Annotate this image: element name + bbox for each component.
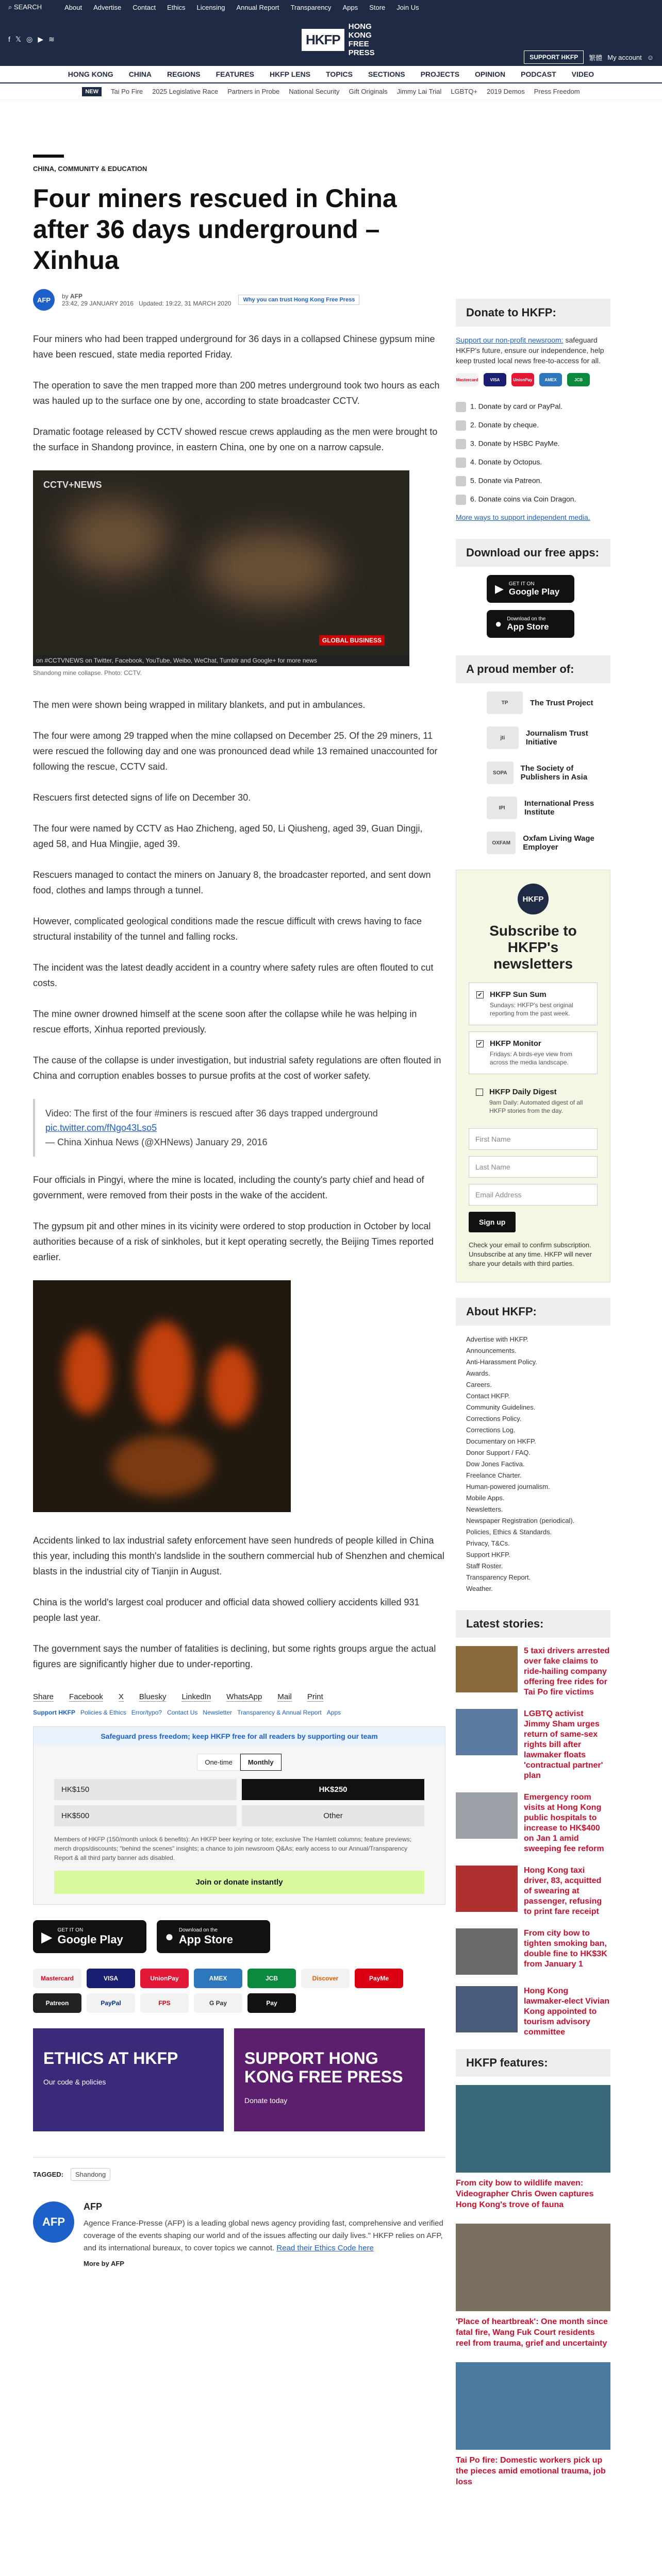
paragraph: Rescuers managed to contact the miners on January 8, the broadcaster reported, and sent down food, clothes and lamps through a tunnel. [33,870,431,895]
about-title: About HKFP: [456,1298,610,1326]
option-title: HKFP Sun Sum [490,990,547,999]
language-switch[interactable]: 繁體 [589,54,603,62]
story-title: From city bow to tighten smoking ban, double fine to HK$3K from January 1 [524,1929,607,1969]
option-desc: 9am Daily: Automated digest of all HKFP stories from the day. [489,1099,583,1114]
about-link[interactable]: Documentary on HKFP. [466,1437,536,1445]
badge-name: App Store [178,1933,234,1946]
donate-title: Donate to HKFP: [456,299,610,327]
about-link[interactable]: Announcements. [466,1347,517,1354]
donate-link[interactable]: Support our non-profit newsroom: [456,336,564,344]
payment-card: Discover [301,1969,350,1988]
byline-author[interactable]: AFP [70,293,83,300]
story-thumbnail [456,1709,518,1755]
app-store-badge[interactable] [157,1920,270,1953]
apple-icon: ● [165,1928,174,1944]
amount-option-selected[interactable]: HK$250 [242,1779,424,1800]
donate-method[interactable]: 3. Donate by HSBC PayMe. [456,439,610,449]
paragraph: The incident was the latest deadly accident in a country where safety rules are often flouted to cut costs. [33,962,434,988]
nav-video[interactable]: VIDEO [571,70,594,78]
promo-title: SUPPORT HONG KONG FREE PRESS [244,2049,403,2086]
top-link-join[interactable]: Join Us [396,3,419,11]
trending-item[interactable]: Tai Po Fire [111,88,143,95]
story-title: Hong Kong taxi driver, 83, acquitted of swearing at passenger, refusing to print fare receipt [524,1866,602,1916]
about-link[interactable]: Staff Roster. [466,1562,503,1570]
paragraph: The government says the number of fatalities is declining, but some rights groups argue the actual figures are significantly higher due to under-reporting. [33,1643,436,1669]
donate-method[interactable]: 2. Donate by cheque. [456,420,610,431]
trending-bar [0,83,662,100]
article [33,155,445,2283]
about-link[interactable]: Newsletters. [466,1505,503,1513]
author-box [33,2201,445,2267]
latest-story[interactable] [456,1928,610,1975]
footer-link[interactable]: Error/typo? [131,1709,162,1716]
paragraph: The mine owner drowned himself at the scene soon after the collapse while he was helping in rescue efforts, Xinhua reported previously. [33,1009,417,1035]
support-banner[interactable] [234,2028,425,2131]
paragraph: The operation to save the men trapped more than 200 metres underground took two hours as each was hauled up to the surface one by one, according to state broadcaster CCTV. [33,380,440,406]
article-meta [33,289,445,311]
payment-card: AMEX [194,1969,242,1988]
tags-label: TAGGED: [33,2171,63,2178]
share-linkedin[interactable]: LinkedIn [181,1692,211,1701]
article-tags [33,2157,445,2181]
paragraph: Four miners who had been trapped underground for 36 days in a collapsed Chinese gypsum mine have been rescued, state media reported Friday. [33,334,435,360]
nav-opinion[interactable]: OPINION [475,70,506,78]
newsletter-option[interactable] [469,982,598,1025]
checkbox[interactable]: ✔ [476,1040,484,1047]
about-link[interactable]: Corrections Policy. [466,1415,522,1422]
broadcast-badge: GLOBAL BUSINESS [319,635,385,646]
footer-link[interactable]: Newsletter [203,1709,233,1716]
frequency-one-time[interactable]: One-time [197,1754,240,1771]
latest-story[interactable] [456,1866,610,1917]
signup-button[interactable]: Sign up [469,1212,516,1232]
facebook-icon[interactable]: f [8,35,10,43]
promo-title: ETHICS AT HKFP [43,2049,178,2067]
tweet-link[interactable]: pic.twitter.com/fNgo43Lso5 [45,1123,157,1133]
rss-icon[interactable]: ≋ [48,35,55,43]
payment-card: JCB [247,1969,296,1988]
image-figure [64,1332,110,1414]
about-link[interactable]: Advertise with HKFP. [466,1335,529,1343]
badge-top: Download on the [178,1927,218,1933]
author-name[interactable]: AFP [84,2201,102,2212]
payment-card: UnionPay [140,1969,189,1988]
top-link-ethics[interactable]: Ethics [167,3,186,11]
google-play-badge[interactable] [33,1920,146,1953]
trending-item[interactable]: LGBTQ+ [451,88,478,95]
story-title: 5 taxi drivers arrested over fake claims to ride-hailing company offering free rides for Tai Po fire victims [524,1647,610,1697]
amount-option[interactable]: HK$500 [54,1805,237,1826]
about-link[interactable]: Community Guidelines. [466,1403,536,1411]
sidebar-payment-methods [456,373,610,386]
last-name-input[interactable]: Last Name [469,1156,598,1178]
checkbox[interactable]: ✔ [476,991,484,998]
payment-card: AMEX [539,373,562,386]
tweet-text: Video: The first of the four #miners is rescued after 36 days trapped underground [45,1108,378,1118]
member-org[interactable] [487,691,610,714]
sidebar [456,299,610,2501]
trending-item[interactable]: Gift Originals [349,88,388,95]
nav-hong-kong[interactable]: HONG KONG [68,70,113,78]
footer-link[interactable]: Policies & Ethics [80,1709,126,1716]
instagram-icon[interactable]: ◎ [26,35,33,43]
masthead [0,14,662,66]
support-hkfp-button[interactable]: SUPPORT HKFP [524,50,584,64]
image-caption: Shandong mine collapse. Photo: CCTV. [33,669,142,676]
feature-story[interactable] [456,2224,610,2349]
member-title: A proud member of: [456,655,610,683]
divider [33,155,64,158]
latest-story[interactable] [456,1986,610,2038]
feature-image [456,2085,610,2173]
about-link[interactable]: Human-powered journalism. [466,1483,550,1490]
article-footer-links [33,1709,445,1716]
feature-story[interactable] [456,2085,610,2210]
top-utility-bar [0,0,662,14]
image-figure [110,1435,213,1497]
member-name: Journalism Trust Initiative [525,729,588,747]
author-bio-text: Agence France-Presse (AFP) is a leading global news agency providing fast, comprehensive and verified coverage of the events shaping our world and of the issues affecting our daily lives." HKFP relies on AFP, and its international bureaux, to cover topics we cannot. [84,2219,443,2252]
donate-amounts [34,1779,445,1826]
app-store-badge[interactable] [487,610,574,638]
top-link-contact[interactable]: Contact [133,3,156,11]
share-bluesky[interactable]: Bluesky [139,1692,167,1701]
about-link[interactable]: Newspaper Registration (periodical). [466,1517,575,1524]
top-link-advertise[interactable]: Advertise [93,3,122,11]
x-icon[interactable]: 𝕏 [15,35,22,43]
trending-item[interactable]: 2025 Legislative Race [152,88,219,95]
trending-item[interactable]: National Security [289,88,340,95]
top-link-apps[interactable]: Apps [342,3,358,11]
account-link[interactable]: My account [607,53,642,61]
donate-method[interactable]: 1. Donate by card or PayPal. [456,402,610,412]
nav-china[interactable]: CHINA [128,70,152,78]
paragraph: However, complicated geological conditions made the rescue difficult with crews having to face structural instability of the tunnel and falling rocks. [33,916,422,942]
payment-methods [33,1969,425,2013]
nav-topics[interactable]: TOPICS [326,70,353,78]
payment-card: Mastercard [456,373,478,386]
member-org[interactable] [487,832,610,854]
paragraph: Four officials in Pingyi, where the mine is located, including the county's party chief and head of government, were removed from their posts in the wake of the accident. [33,1175,424,1200]
payment-card: PayMe [355,1969,403,1988]
option-title: HKFP Monitor [490,1039,541,1048]
top-link-licensing[interactable]: Licensing [196,3,225,11]
donate-method[interactable]: 5. Donate via Patreon. [456,476,610,486]
play-icon: ▶ [495,582,504,595]
author-bio [84,2217,445,2255]
about-link[interactable]: Policies, Ethics & Standards. [466,1528,552,1536]
latest-story[interactable] [456,1709,610,1781]
masthead-actions [524,50,654,64]
option-title: HKFP Daily Digest [489,1088,557,1096]
trending-label: NEW [82,87,102,96]
article-category[interactable]: CHINA, COMMUNITY & EDUCATION [33,165,147,173]
nav-podcast[interactable]: PODCAST [521,70,556,78]
paragraph: The four were named by CCTV as Hao Zhicheng, aged 50, Li Qiusheng, aged 39, Guan Dingji, aged 58, and Hua Mingjie, aged 39. [33,823,423,849]
share-mail[interactable]: Mail [277,1692,292,1701]
share-print[interactable]: Print [307,1692,323,1701]
sopa-icon: SOPA [487,761,514,784]
payment-card: Pay [247,1993,296,2013]
rescue-image [33,1280,291,1512]
updated-date: Updated: 19:22, 31 MARCH 2020 [139,300,231,307]
image-glow [64,501,167,573]
tag-chip[interactable]: Shandong [71,2168,110,2181]
paragraph: The four were among 29 trapped when the mine collapsed on December 25. Of the 29 miners, 11 were rescued the following day and one was pronounced dead while 13 remained unaccounted for following the rescue, CCTV said. [33,731,438,772]
badge-top: Download on the [507,616,546,622]
story-thumbnail [456,1866,518,1912]
share-label[interactable]: Share [33,1692,54,1701]
latest-title: Latest stories: [456,1610,610,1638]
logo-text: HONG KONG FREE PRESS [348,22,375,57]
paragraph: Accidents linked to lax industrial safety enforcement have seen hundreds of people killed in China this year, including this month's landslide in the southern commercial hub of Shenzhen and chemical blasts in the industrial city of Tianjin in August. [33,1535,444,1577]
sidebar-app-badges [487,575,610,638]
donate-methods [456,402,610,505]
feature-image [456,2362,610,2450]
promo-tag: Donate today [244,2096,288,2105]
amount-other[interactable]: Other [242,1805,424,1826]
payment-card: PayPal [87,1993,135,2013]
member-name: The Society of Publishers in Asia [520,764,588,782]
payment-card: FPS [140,1993,189,2013]
donate-headline: Safeguard press freedom; keep HKFP free for all readers by supporting our team [34,1727,445,1745]
google-play-badge[interactable] [487,575,574,603]
ethics-code-link[interactable]: Read their Ethics Code here [276,2244,374,2252]
trending-item[interactable]: Jimmy Lai Trial [396,88,442,95]
payment-card: Patreon [33,1993,81,2013]
paragraph: The gypsum pit and other mines in its vicinity were ordered to stop production in October by local authorities because of a risk of sinkholes, but it kept operating secretly, the Beijing Times reported earlier. [33,1221,434,1262]
trending-item[interactable]: Partners in Probe [227,88,280,95]
image-glow [203,532,337,604]
trust-project-icon: TP [487,691,523,714]
feature-image [456,2224,610,2311]
about-link[interactable]: Privacy, T&Cs. [466,1539,510,1547]
about-link[interactable]: Careers. [466,1381,492,1388]
share-facebook[interactable]: Facebook [69,1692,103,1701]
ethics-banner[interactable] [33,2028,224,2131]
donate-description [456,335,610,366]
footer-link[interactable]: Contact Us [167,1709,198,1716]
donate-method[interactable]: 4. Donate by Octopus. [456,457,610,468]
author-avatar[interactable]: AFP [33,289,55,311]
nav-projects[interactable]: PROJECTS [420,70,460,78]
member-org[interactable] [487,796,610,819]
about-list [456,1334,610,1595]
image-figure [136,1321,193,1425]
story-thumbnail [456,1646,518,1692]
latest-story[interactable] [456,1792,610,1854]
first-name-input[interactable]: First Name [469,1128,598,1150]
join-button[interactable]: Join or donate instantly [54,1871,424,1894]
apple-icon: ● [495,617,502,630]
site-logo[interactable] [302,22,375,57]
badge-top: GET IT ON [508,581,535,587]
badge-top: GET IT ON [57,1927,84,1933]
member-name: International Press Institute [524,799,594,817]
nav-features[interactable]: FEATURES [216,70,255,78]
badge-name: App Store [507,621,549,632]
newsletter-logo: HKFP [518,884,549,914]
donate-desc-rest: safeguard HKFP's future, ensure our independence, help keep trusted local news free-to-access for all. [456,336,604,365]
about-link[interactable]: Freelance Charter. [466,1471,522,1479]
feature-story[interactable] [456,2362,610,2487]
about-link[interactable]: Dow Jones Factiva. [466,1460,525,1468]
latest-stories [456,1646,610,2038]
payment-card: JCB [567,373,590,386]
app-badges [33,1920,445,1953]
newsletter-option[interactable] [469,1080,598,1122]
payment-card: VISA [87,1969,135,1988]
byline-prefix: by [62,293,69,300]
membership-note: Members of HKFP (150/month unlock 6 benefits): An HKFP beer keyring or tote; exclusive The Hamlett columns; feature previews; merch drops/discounts; "behind the scenes" insights; a chance to join newsroom Q&As; early access to our Annual/Transparency Report & all third party banner ads disabled. [54,1836,411,1861]
user-icon[interactable]: ☺ [647,53,654,61]
about-link[interactable]: Donor Support / FAQ. [466,1449,531,1456]
image-figure [208,1347,255,1425]
newsletter-option[interactable] [469,1031,598,1074]
trending-item[interactable]: Press Freedom [534,88,580,95]
member-org[interactable] [487,761,610,784]
author-logo[interactable]: AFP [33,2201,74,2243]
top-link-transparency[interactable]: Transparency [290,3,332,11]
embedded-tweet [33,1099,445,1157]
apps-title: Download our free apps: [456,539,610,567]
mine-collapse-image [33,470,409,666]
share-whatsapp[interactable]: WhatsApp [226,1692,262,1701]
amount-option[interactable]: HK$150 [54,1779,237,1800]
top-link-about[interactable]: About [64,3,82,11]
frequency-monthly[interactable]: Monthly [240,1754,282,1771]
share-x[interactable]: X [118,1692,124,1701]
about-link[interactable]: Weather. [466,1585,493,1592]
top-link-store[interactable]: Store [369,3,386,11]
article-title: Four miners rescued in China after 36 days underground – Xinhua [33,184,397,275]
trending-item[interactable]: 2019 Demos [487,88,525,95]
about-link[interactable]: Corrections Log. [466,1426,516,1434]
promo-tag: Our code & policies [43,2078,106,2086]
newsletter-signup [456,870,610,1282]
donate-frequency [34,1754,445,1771]
donate-method[interactable]: 6. Donate coins via Coin Dragon. [456,495,610,505]
more-by-author[interactable]: More by AFP [84,2260,124,2267]
cctv-watermark: CCTV+NEWS [43,480,102,490]
about-link[interactable]: Transparency Report. [466,1573,531,1581]
story-title: Hong Kong lawmaker-elect Vivian Kong appointed to tourism advisory committee [524,1987,610,2037]
story-title: LGBTQ activist Jimmy Sham urges return of same-sex rights bill after lawmaker floats 'contractual partner' plan [524,1709,603,1780]
social-icons [8,35,55,44]
nav-hkfp-lens[interactable]: HKFP LENS [270,70,311,78]
news-ticker: on #CCTVNEWS on Twitter, Facebook, YouTube, Weibo, WeChat, Tumblr and Google+ for more news [33,655,409,666]
member-org[interactable] [487,726,610,749]
features-title: HKFP features: [456,2049,610,2077]
paragraph: The cause of the collapse is under investigation, but industrial safety regulations are often flouted in China and corruption enables bosses to pursue profits at the cost of worker safety. [33,1055,441,1081]
story-title: Emergency room visits at Hong Kong public hospitals to increase to HK$400 on Jan 1 amid sweeping fee reform [524,1793,604,1853]
paragraph: Rescuers first detected signs of life on December 30. [33,792,251,803]
feature-title: Tai Po fire: Domestic workers pick up the pieces amid emotional trauma, job loss [456,2456,606,2486]
footer-link[interactable]: Apps [326,1709,341,1716]
feature-title: From city bow to wildlife maven: Videographer Chris Owen captures Hong Kong's trove of fauna [456,2179,594,2209]
share-bar [33,1687,445,1702]
member-name: Oxfam Living Wage Employer [523,834,594,852]
about-link[interactable]: Support HKFP. [466,1551,510,1558]
option-desc: Sundays: HKFP's best original reporting from the past week. [490,1002,573,1017]
main-nav [0,66,662,83]
nav-sections[interactable]: SECTIONS [368,70,405,78]
jti-icon: jti [487,726,519,749]
about-link[interactable]: Contact HKFP. [466,1392,510,1400]
paragraph: Dramatic footage released by CCTV showed rescue crews applauding as the men were brought to the surface in Shandong province, in eastern China, one by one on a narrow capsule. [33,427,438,452]
oxfam-icon: OXFAM [487,832,516,854]
footer-link[interactable]: Transparency & Annual Report [237,1709,322,1716]
ipi-icon: IPI [487,796,517,819]
story-thumbnail [456,1792,518,1839]
paragraph: The men were shown being wrapped in military blankets, and put in ambulances. [33,700,366,710]
publish-date: 23:42, 29 JANUARY 2016 [62,300,134,307]
newsletter-title: Subscribe to HKFP's newsletters [489,923,577,972]
payment-card: G Pay [194,1993,242,2013]
feature-title: 'Place of heartbreak': One month since fatal fire, Wang Fuk Court residents reel from trauma, grief and uncertainty [456,2317,608,2348]
logo-mark: HKFP [302,29,344,51]
tweet-source[interactable]: — China Xinhua News (@XHNews) January 29, 2016 [45,1137,268,1147]
checkbox[interactable] [476,1089,483,1096]
email-input[interactable]: Email Address [469,1184,598,1206]
play-icon: ▶ [41,1928,53,1945]
paragraph: China is the world's largest coal producer and official data showed colliery accidents killed 931 people last year. [33,1597,420,1623]
promo-banners [33,2028,445,2131]
payment-card: VISA [484,373,506,386]
about-link[interactable]: Awards. [466,1369,490,1377]
trust-link[interactable]: Why you can trust Hong Kong Free Press [238,295,359,305]
story-thumbnail [456,1928,518,1975]
newsletter-note: Check your email to confirm subscription. Unsubscribe at any time. HKFP will never share your details with third parties. [469,1241,592,1267]
search-icon[interactable]: ⌕ SEARCH [8,3,42,11]
badge-name: Google Play [508,586,560,597]
payment-card: UnionPay [511,373,534,386]
donate-widget [33,1726,445,1905]
youtube-icon[interactable]: ▶ [38,35,44,43]
more-ways-link[interactable]: More ways to support independent media. [456,513,590,521]
about-link[interactable]: Mobile Apps. [466,1494,505,1502]
member-list [456,691,610,854]
payment-card: Mastercard [33,1969,81,1988]
story-thumbnail [456,1986,518,2032]
member-name: The Trust Project [530,698,593,707]
badge-name: Google Play [57,1933,123,1946]
option-desc: Fridays: A birds-eye view from across the media landscape. [490,1050,573,1066]
top-link-annual-report[interactable]: Annual Report [236,3,279,11]
about-link[interactable]: Anti-Harassment Policy. [466,1358,537,1366]
search-label[interactable]: SEARCH [13,3,42,11]
feature-stories [456,2085,610,2487]
nav-regions[interactable]: REGIONS [167,70,201,78]
footer-link[interactable]: Support HKFP [33,1709,75,1716]
latest-story[interactable] [456,1646,610,1698]
